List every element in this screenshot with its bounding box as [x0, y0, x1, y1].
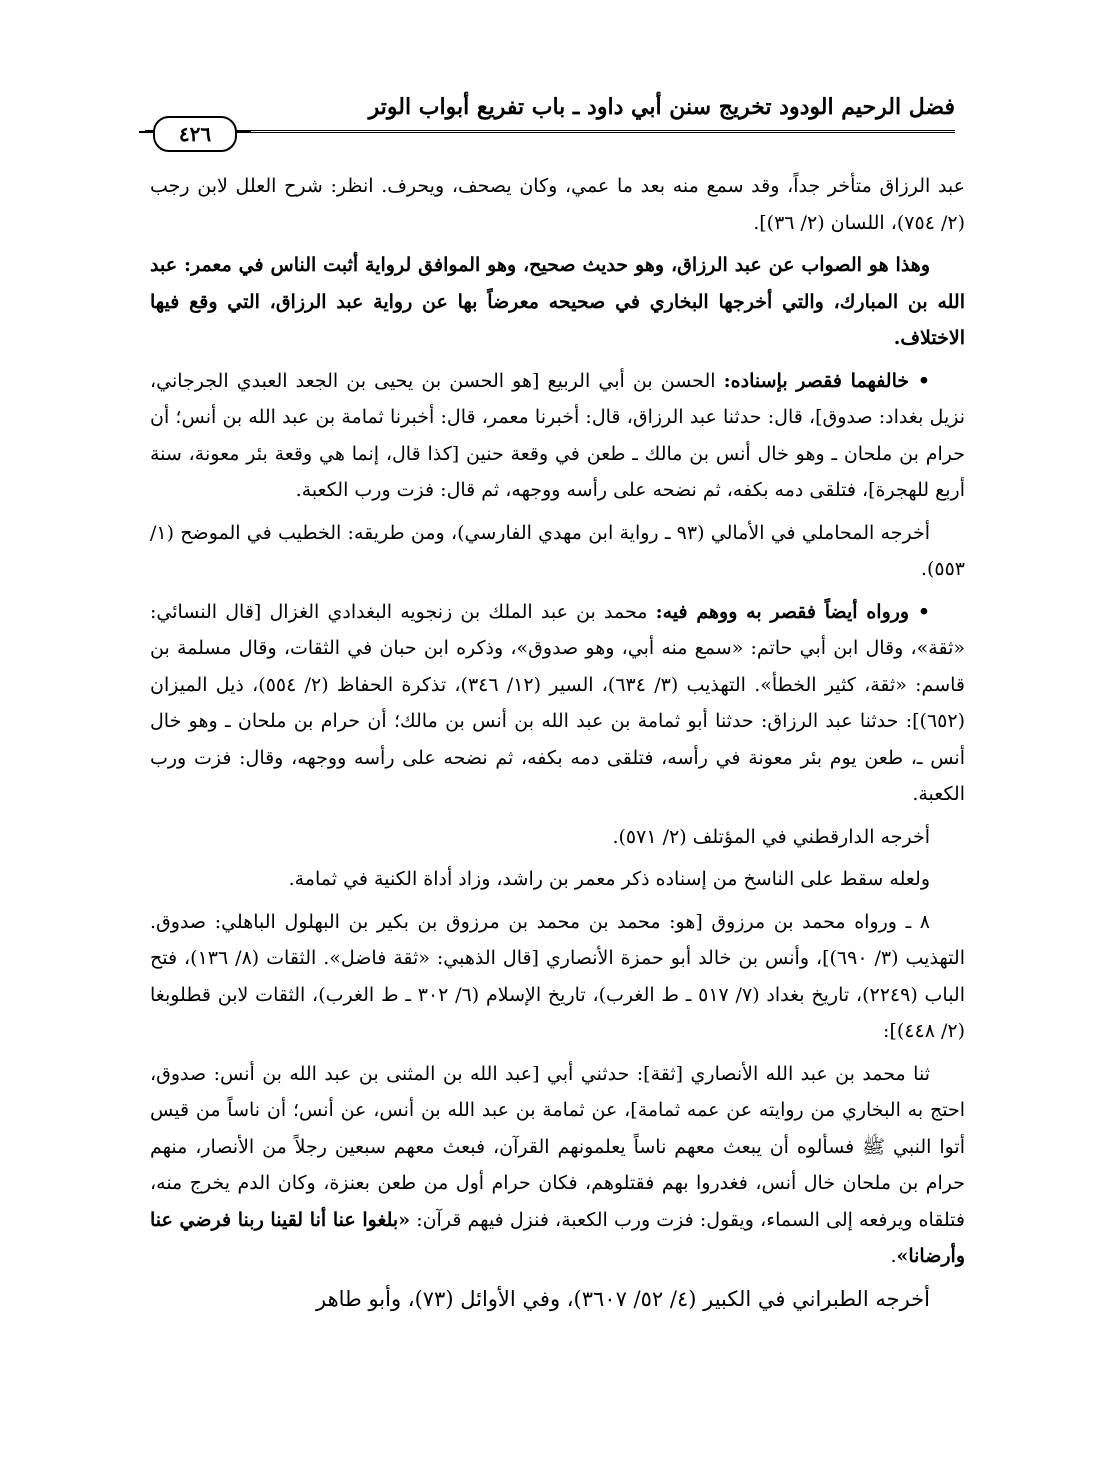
paragraph-9-quote: «بلغوا عنا أنا لقينا ربنا فرضي عنا وأرضانا» — [150, 1208, 965, 1267]
paragraph-3-text: الحسن بن أبي الربيع [هو الحسن بن يحيى بن الجعد العبدي الجرجاني، نزيل بغداد: صدوق]، قال: حدثنا عبد الرزاق، قال: أخبرنا معمر، قال: أخبرنا ثمامة بن عبد الله بن أنس؛ أن حرام بن ملحان ـ وهو خال أنس بن مالك ـ طعن في وقعة حنين [كذا قال، إنما هي وقعة بئر معونة، سنة أربع للهجرة]، فتلقى دمه بكفه، ثم نضحه على رأسه ووجهه، ثم قال: فزت ورب الكعبة. — [150, 369, 965, 501]
paragraph-2: وهذا هو الصواب عن عبد الرزاق، وهو حديث صحيح، وهو الموافق لرواية أثبت الناس في معمر: عبد الله بن المبارك، والتي أخرجها البخاري في صحيحه معرضاً بها عن رواية عبد الرزاق، التي وقع فيها الاختلاف. — [150, 254, 965, 349]
paragraph-5 — [150, 594, 965, 813]
paragraph-3-lead: خالفهما فقصر بإسناده: — [723, 369, 910, 392]
paragraph-6: أخرجه الدارقطني في المؤتلف (٢/ ٥٧١). — [612, 825, 930, 848]
bullet-icon: • — [909, 369, 930, 392]
page-number: ٤٢٦ — [153, 116, 237, 152]
paragraph-4: أخرجه المحاملي في الأمالي (٩٣ ـ رواية ابن مهدي الفارسي)، ومن طريقه: الخطيب في الموضح (١/ ٥٥٣). — [150, 521, 965, 580]
header-title: فضل الرحيم الودود تخريج سنن أبي داود ـ باب تفريع أبواب الوتر — [368, 94, 955, 120]
paragraph-1: عبد الرزاق متأخر جداً، وقد سمع منه بعد ما عمي، وكان يصحف، ويحرف. انظر: شرح العلل لابن رجب (٢/ ٧٥٤)، اللسان (٢/ ٣٦)]. — [150, 175, 965, 234]
paragraph-10: أخرجه الطبراني في الكبير (٤/ ٥٢/ ٣٦٠٧)، وفي الأوائل (٧٣)، وأبو طاهر — [316, 1286, 930, 1311]
running-header — [145, 88, 955, 150]
paragraph-9-end: . — [890, 1245, 897, 1267]
paragraph-8: ٨ ـ ورواه محمد بن مرزوق [هو: محمد بن محمد بن مرزوق بن بكير بن البهلول الباهلي: صدوق. التهذيب (٣/ ٦٩٠)]، وأنس بن خالد أبو حمزة الأنصاري [قال الذهبي: «ثقة فاضل». الثقات (٨/ ١٣٦)، فتح الباب (٢٢٤٩)، تاريخ بغداد (٧/ ٥١٧ ـ ط الغرب)، تاريخ الإسلام (٦/ ٣٠٢ ـ ط الغرب)، الثقات لابن قطلوبغا (٢/ ٤٤٨)]: — [150, 910, 965, 1042]
paragraph-3 — [150, 363, 965, 509]
bullet-icon: • — [909, 600, 931, 623]
paragraph-5-lead: ورواه أيضاً فقصر به ووهم فيه: — [655, 600, 910, 623]
paragraph-7: ولعله سقط على الناسخ من إسناده ذكر معمر بن راشد، وزاد أداة الكنية في ثمامة. — [288, 868, 930, 890]
header-rule — [145, 130, 955, 133]
paragraph-5-text: محمد بن عبد الملك بن زنجويه البغدادي الغزال [قال النسائي: «ثقة»، وقال ابن أبي حاتم: «سمع منه أبي، وهو صدوق»، وذكره ابن حبان في الثقات، وقال مسلمة بن قاسم: «ثقة، كثير الخطأ». التهذيب (٣/ ٦٣٤)، السير (١٢/ ٣٤٦)، تذكرة الحفاظ (٢/ ٥٥٤)، ذيل الميزان (٦٥٢)]: حدثنا عبد الرزاق: حدثنا أبو ثمامة بن عبد الله بن أنس بن مالك؛ أن حرام بن ملحان ـ وهو خال أنس ـ، طعن يوم بئر معونة في رأسه، فتلقى دمه بكفه، ثم نضحه على رأسه ووجهه، وقال: فزت ورب الكعبة. — [150, 600, 965, 805]
paragraph-9 — [150, 1056, 965, 1275]
body-text — [150, 168, 965, 1323]
paragraph-9-text: ثنا محمد بن عبد الله الأنصاري [ثقة]: حدثني أبي [عبد الله بن المثنى بن عبد الله بن أنس: صدوق، احتج به البخاري من روايته عن عمه ثمامة]، عن ثمامة بن عبد الله بن أنس، عن أنس؛ أن ناساً من قيس أتوا النبي ﷺ فسألوه أن يبعث معهم ناساً يعلمونهم القرآن، فبعث معهم سبعين رجلاً من الأنصار، منهم حرام بن ملحان خال أنس، فغدروا بهم فقتلوهم، فكان حرام أول من طعن بعنزة، وكان الدم يخرج منه، فتلقاه ويرفعه إلى السماء، ويقول: فزت ورب الكعبة، فنزل فيهم قرآن: — [150, 1062, 965, 1231]
